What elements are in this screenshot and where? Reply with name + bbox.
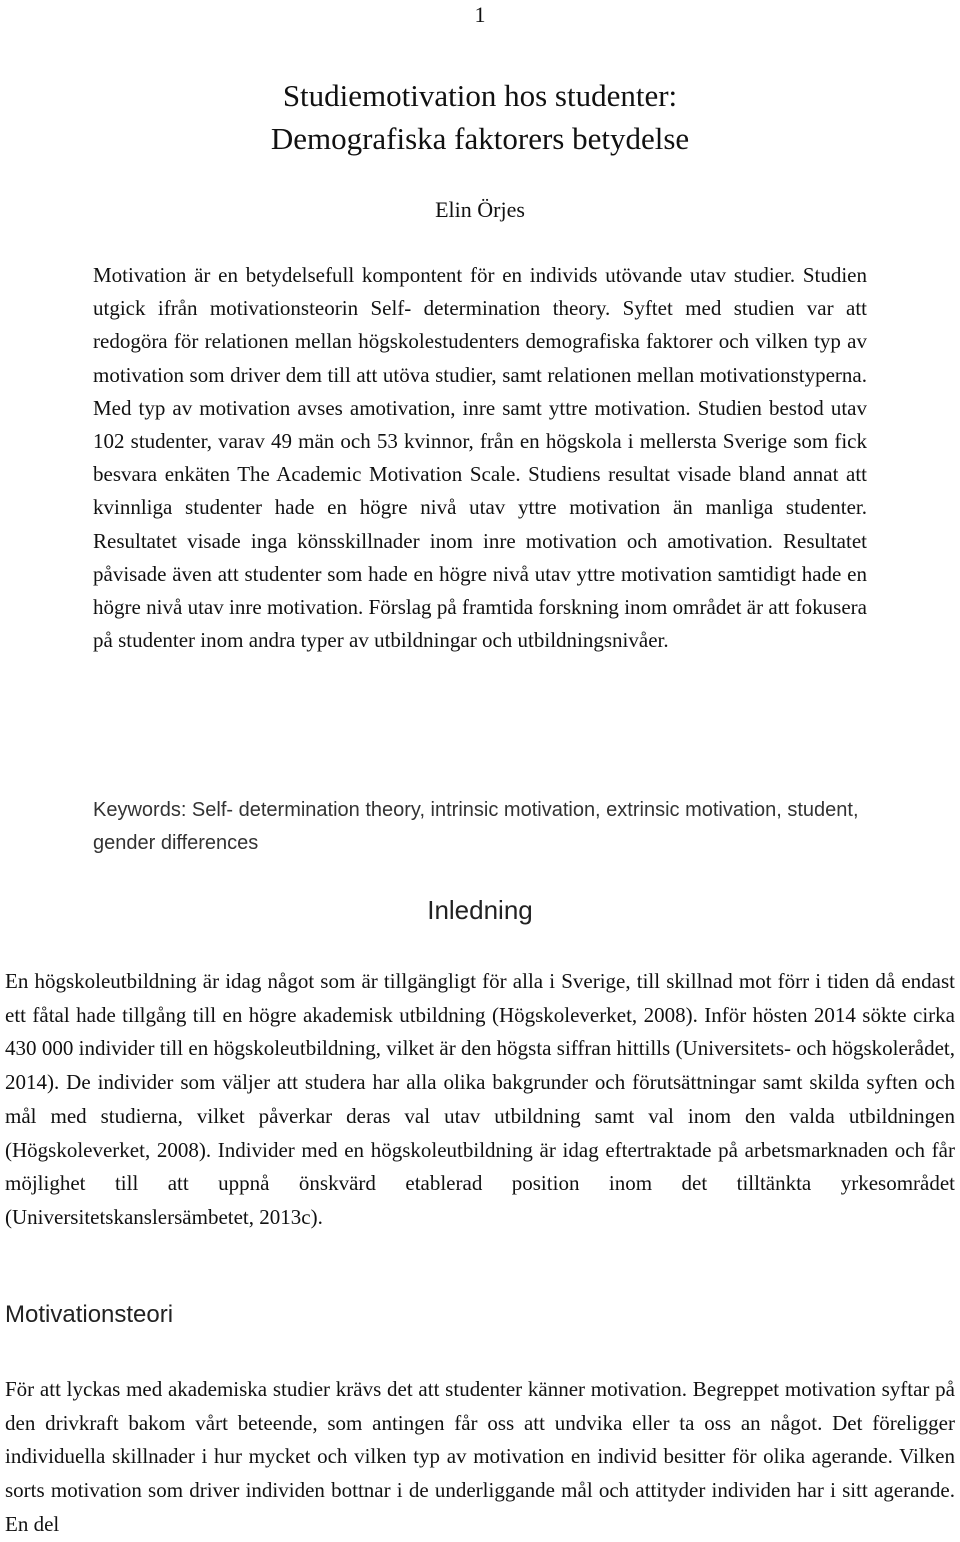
abstract bbox=[93, 259, 867, 657]
inledning-text: En högskoleutbildning är idag något som är tillgängligt för alla i Sverige, till skillnad mot förr i tiden då endast ett fåtal hade tillgång till en högre akademisk utbildning (Högskoleverket, 2008). Inför hösten 2014 sökte cirka 430 000 individer till en högskoleutbildning, vilket är den högsta siffran hittills (Universitets- och högskolerådet, 2014). De individer som väljer att studera har alla olika bakgrunder och förutsättningar samt skilda syften och mål med studierna, vilket påverkar deras val utav utbildning samt val inom den valda utbildningen (Högskoleverket, 2008). Individer med en högskoleutbildning är idag eftertraktade på arbetsmarknaden och får möjlighet till att uppnå önskvärd etablerad position inom det tilltänkta yrkesområdet (Universitetskanslersämbetet, 2013c). bbox=[5, 969, 955, 1229]
inledning-paragraph bbox=[5, 965, 955, 1235]
section-heading-inledning: Inledning bbox=[427, 895, 533, 925]
paper-title bbox=[0, 74, 960, 160]
paper-title-line-1: Studiemotivation hos studenter: bbox=[282, 78, 678, 113]
abstract-text: Motivation är en betydelsefull kompontent för en individs utövande utav studier. Studien utgick ifrån motivationsteorin Self- determination theory. Syftet med studien var att redogöra för relationen mellan högskolestudenters demografiska faktorer och vilken typ av motivation som driver dem till att utöva studier, samt relationen mellan motivationstyperna. Med typ av motivation avses amotivation, inre samt yttre motivation. Studien bestod utav 102 studenter, varav 49 män och 53 kvinnor, från en högskola i mellersta Sverige som fick besvara enkäten The Academic Motivation Scale. Studiens resultat visade bland annat att kvinnliga studenter hade en högre nivå utav yttre motivation än manliga studenter. Resultatet visade inga könsskillnader inom inre motivation och amotivation. Resultatet påvisade även att studenter som hade en högre nivå utav yttre motivation samtidigt hade en högre nivå utav inre motivation. Förslag på framtida forskning inom området är att fokusera på studenter inom andra typer av utbildningar och utbildningsnivåer. bbox=[93, 263, 867, 653]
section-heading-motivationsteori: Motivationsteori bbox=[5, 1301, 174, 1328]
page-number: 1 bbox=[474, 2, 486, 27]
paper-title-line-2: Demografiska faktorers betydelse bbox=[270, 121, 690, 156]
author-name: Elin Örjes bbox=[435, 197, 525, 222]
motivationsteori-paragraph bbox=[5, 1373, 955, 1542]
motivationsteori-text: För att lyckas med akademiska studier krävs det att studenter känner motivation. Begreppet motivation syftar på den drivkraft bakom vårt beteende, som antingen får oss att undvika eller ta oss an något. Det föreligger individuella skillnader i hur mycket och vilken typ av motivation en individ besitter för olika agerande. Vilken sorts motivation som driver individen bottnar i de underliggande mål och attityder individen har i sitt agerande. En del bbox=[5, 1377, 955, 1536]
keywords: Keywords: Self- determination theory, intrinsic motivation, extrinsic motivation, student, gender differences bbox=[93, 799, 859, 854]
